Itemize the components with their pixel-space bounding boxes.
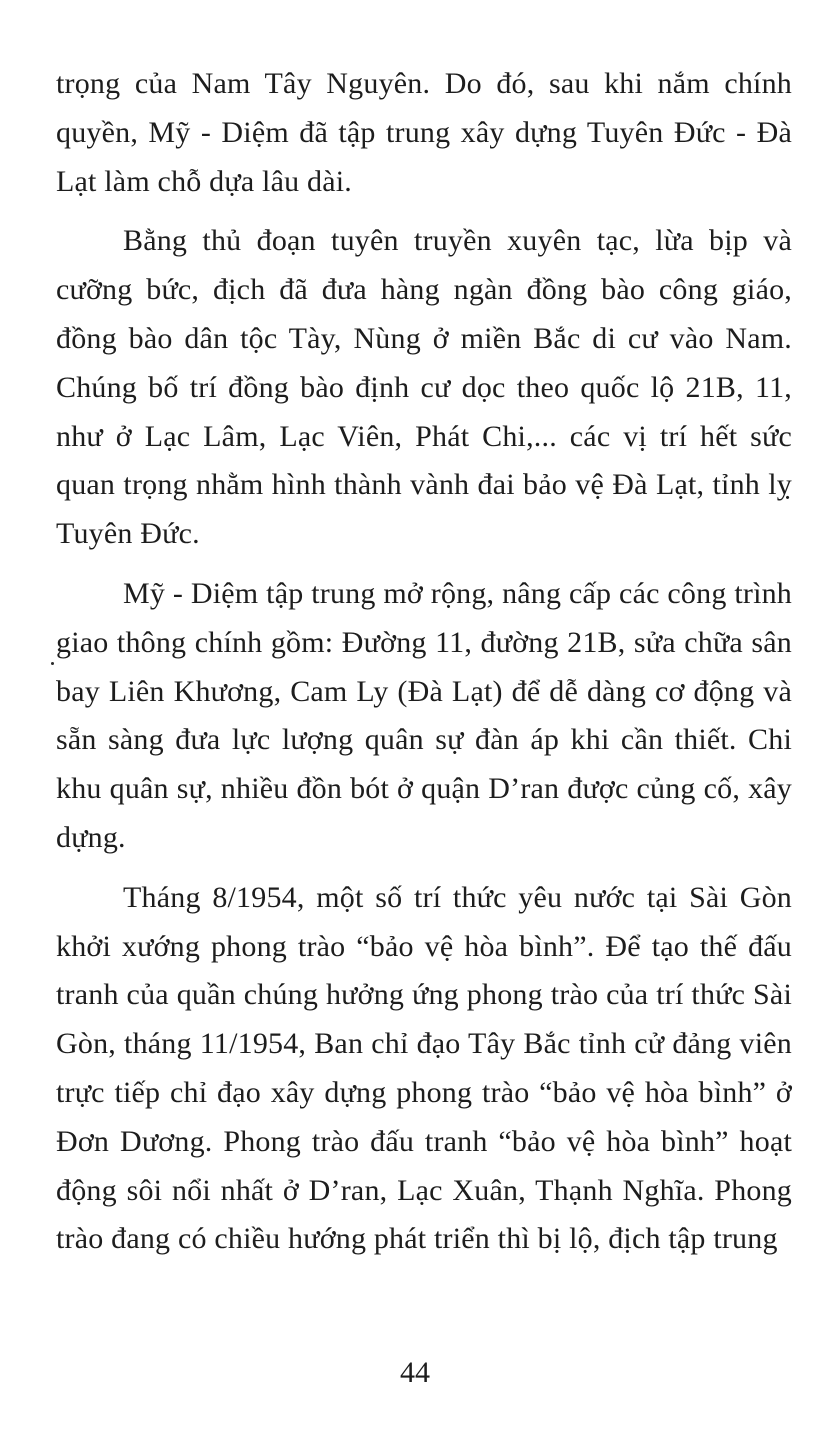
paragraph-3: Mỹ - Diệm tập trung mở rộng, nâng cấp các công trình giao thông chính gồm: Đường 11, đường 21B, sửa chữa sân bay Liên Khương, Cam Ly (Đà Lạt) để dễ dàng cơ động và sẵn sàng đưa lực lượng quân sự đàn áp khi cần thiết. Chi khu quân sự, nhiều đồn bót ở quận D’ran được củng cố, xây dựng. [56,576,792,854]
page-number: 44 [400,1356,430,1389]
paragraph-2: Bằng thủ đoạn tuyên truyền xuyên tạc, lừa bịp và cưỡng bức, địch đã đưa hàng ngàn đồng bào công giáo, đồng bào dân tộc Tày, Nùng ở miền Bắc di cư vào Nam. Chúng bố trí đồng bào định cư dọc theo quốc lộ 21B, 11, như ở Lạc Lâm, Lạc Viên, Phát Chi,... các vị trí hết sức quan trọng nhằm hình thành vành đai bảo vệ Đà Lạt, tỉnh lỵ Tuyên Đức. [56,224,792,551]
body-text [56,60,792,1275]
paragraph-1: trọng của Nam Tây Nguyên. Do đó, sau khi nắm chính quyền, Mỹ - Diệm đã tập trung xây dựng Tuyên Đức - Đà Lạt làm chỗ dựa lâu dài. [56,67,792,198]
ink-speck [51,662,54,665]
paragraph-4: Tháng 8/1954, một số trí thức yêu nước tại Sài Gòn khởi xướng phong trào “bảo vệ hòa bình”. Để tạo thế đấu tranh của quần chúng hưởng ứng phong trào của trí thức Sài Gòn, tháng 11/1954, Ban chỉ đạo Tây Bắc tỉnh cử đảng viên trực tiếp chỉ đạo xây dựng phong trào “bảo vệ hòa bình” ở Đơn Dương. Phong trào đấu tranh “bảo vệ hòa bình” hoạt động sôi nổi nhất ở D’ran, Lạc Xuân, Thạnh Nghĩa. Phong trào đang có chiều hướng phát triển thì bị lộ, địch tập trung [56,880,792,1256]
